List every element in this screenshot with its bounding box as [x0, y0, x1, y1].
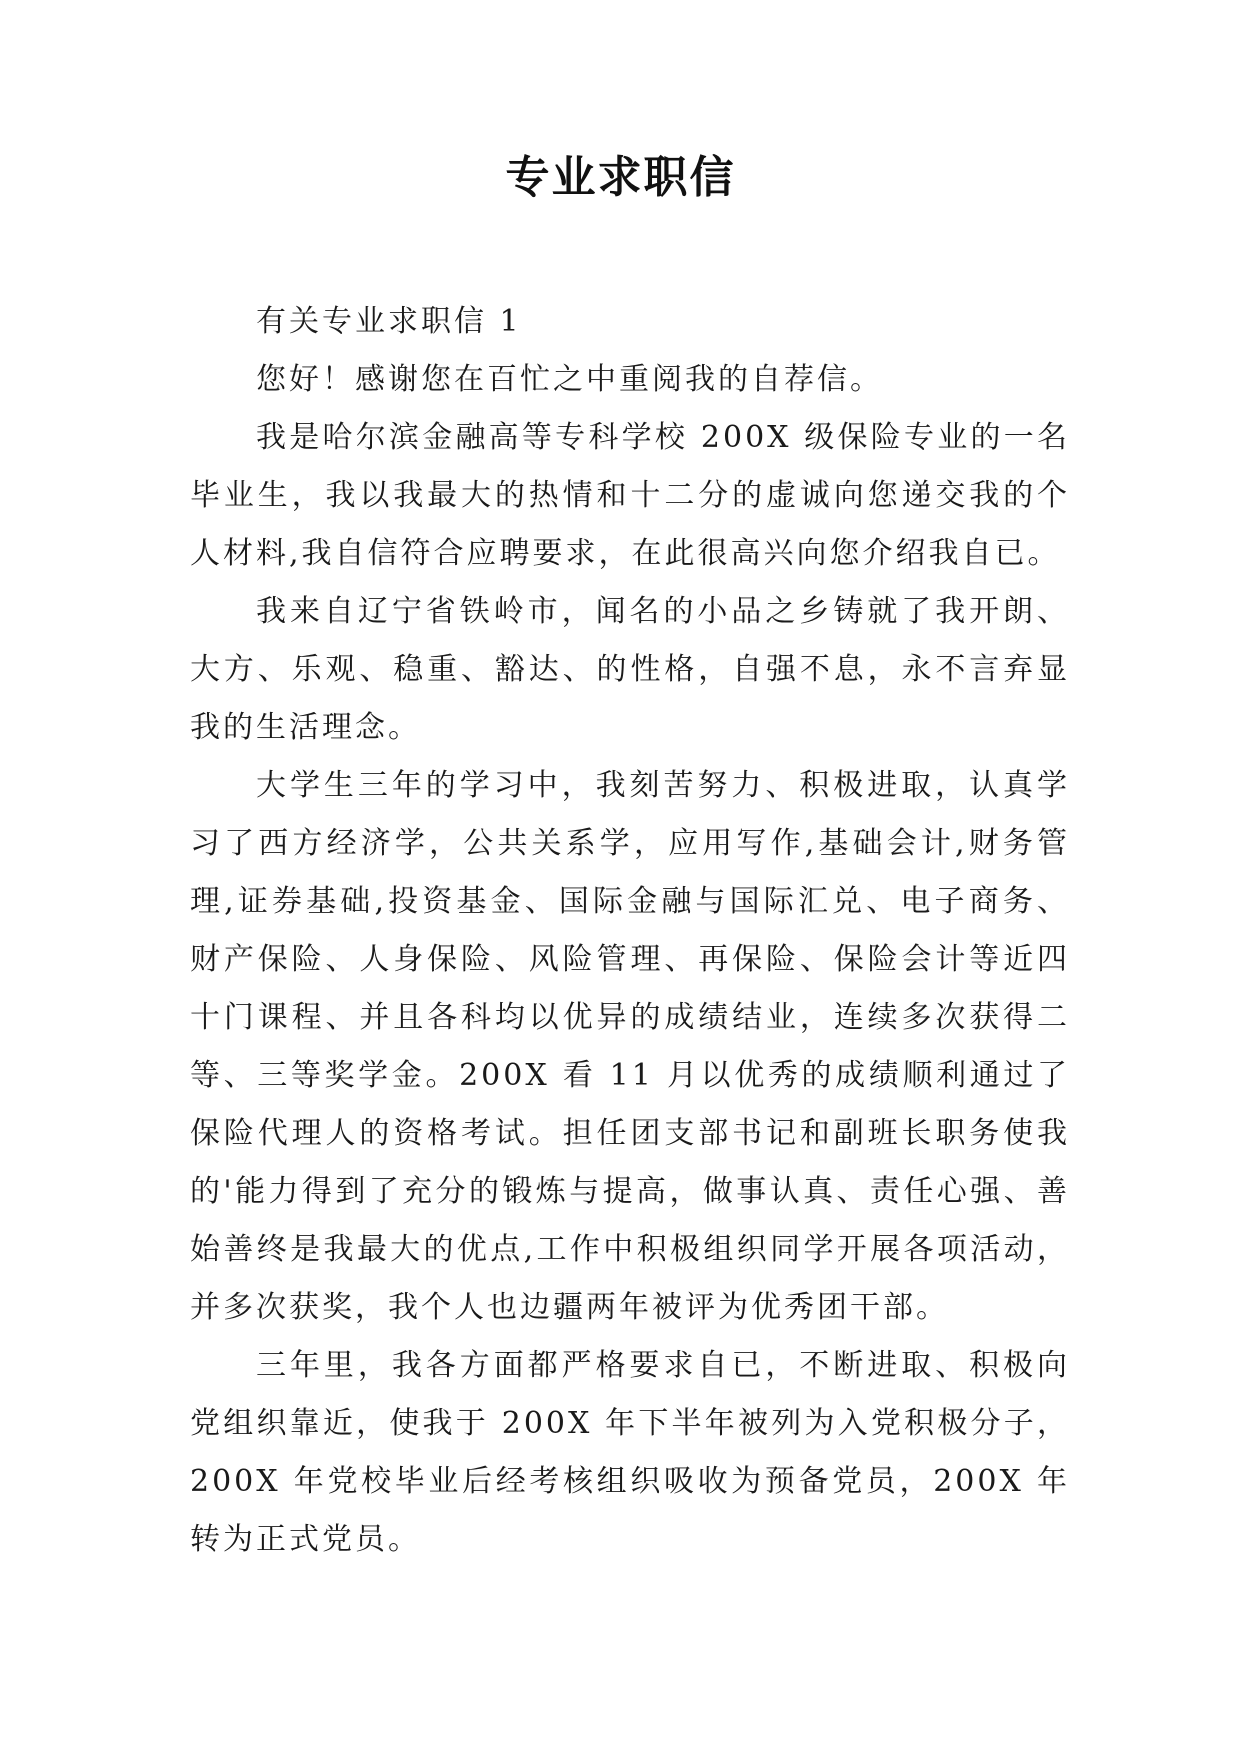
paragraph-heading: 有关专业求职信 1 — [256, 304, 522, 339]
paragraph-greeting: 您好！感谢您在百忙之中重阅我的自荐信。 — [256, 362, 883, 397]
document-body — [190, 293, 1070, 1569]
document-title: 专业求职信 — [505, 152, 736, 203]
paragraph-education: 大学生三年的学习中，我刻苦努力、积极进取，认真学习了西方经济学，公共关系学，应用写作,基础会计,财务管理,证券基础,投资基金、国际金融与国际汇兑、电子商务、财产保险、人身保险、风险管理、再保险、保险会计等近四十门课程、并且各科均以优异的成绩结业，连续多次获得二等、三等奖学金。200X 看 11 月以优秀的成绩顺利通过了保险代理人的资格考试。担任团支部书记和副班长职务使我的'能力得到了充分的锻炼与提高，做事认真、责任心强、善始善终是我最大的优点,工作中积极组织同学开展各项活动，并多次获奖，我个人也边疆两年被评为优秀团干部。 — [190, 768, 1070, 1325]
paragraph-party-membership: 三年里，我各方面都严格要求自已，不断进取、积极向党组织靠近，使我于 200X 年下半年被列为入党积极分子，200X 年党校毕业后经考核组织吸收为预备党员，200X 年转为正式党员。 — [190, 1348, 1070, 1557]
paragraph-introduction: 我是哈尔滨金融高等专科学校 200X 级保险专业的一名毕业生，我以我最大的热情和十二分的虚诚向您递交我的个人材料,我自信符合应聘要求，在此很高兴向您介绍我自已。 — [190, 420, 1070, 571]
paragraph-background: 我来自辽宁省铁岭市，闻名的小品之乡铸就了我开朗、大方、乐观、稳重、豁达、的性格，自强不息，永不言弃显我的生活理念。 — [190, 594, 1070, 745]
